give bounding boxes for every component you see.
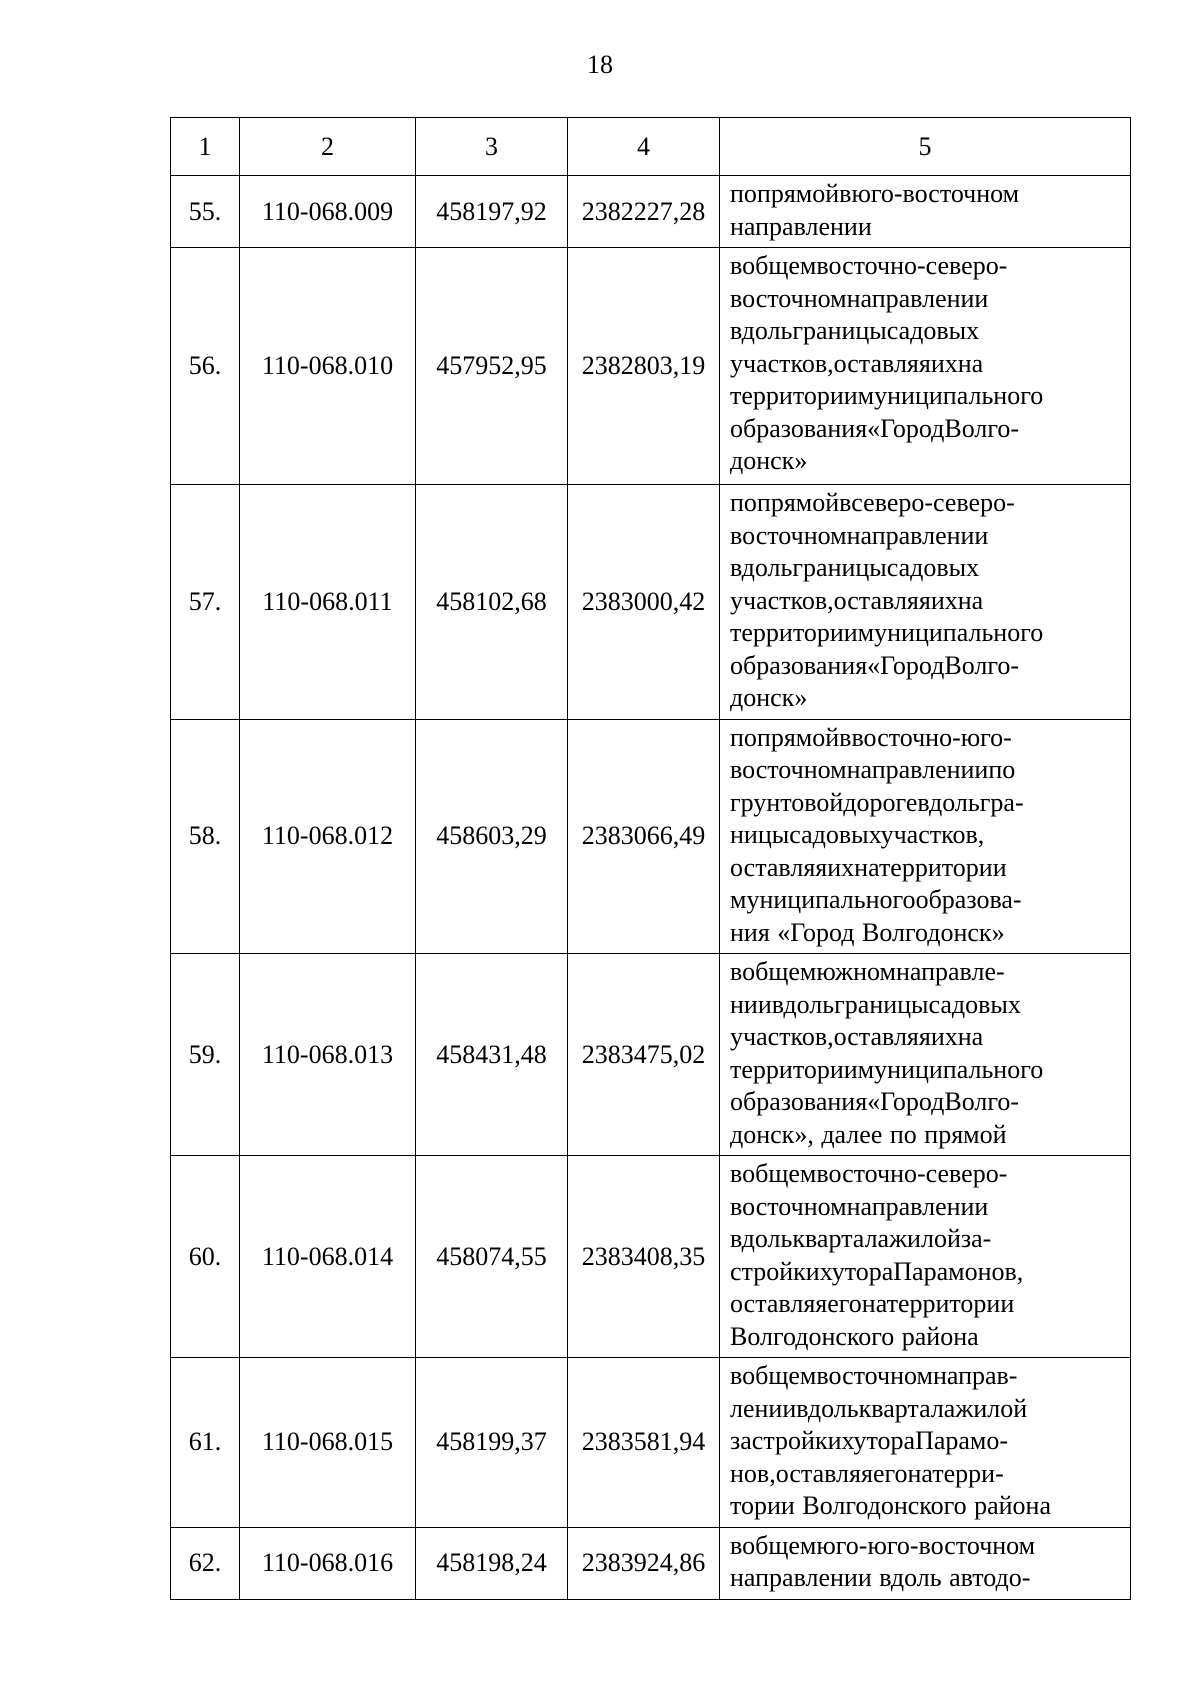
word: нов,	[730, 1458, 776, 1488]
word: Парамонов,	[893, 1256, 1024, 1286]
point-code-cell: 110-068.016	[240, 1527, 416, 1599]
table-body	[171, 176, 1131, 1600]
word: его	[827, 1289, 862, 1318]
word: их	[930, 348, 958, 378]
description-line	[730, 380, 1121, 413]
coordinate-y-cell: 2382227,28	[568, 176, 720, 248]
word: участков,	[880, 820, 985, 849]
word: жилой	[955, 1393, 1028, 1423]
table-row	[171, 485, 1131, 720]
word: вдоль	[796, 1393, 859, 1423]
word: хутора	[841, 1426, 916, 1455]
word: оставляя	[833, 585, 931, 615]
word: квартала	[792, 1224, 890, 1253]
word: образования	[730, 650, 868, 680]
page-number: 18	[587, 50, 613, 79]
word: вдоль	[917, 787, 980, 817]
coordinate-y-cell: 2383581,94	[568, 1358, 720, 1528]
word: терри-	[932, 1458, 1004, 1488]
word: садовых	[928, 989, 1021, 1019]
word: нии	[730, 989, 772, 1019]
word: Волго-	[944, 650, 1020, 680]
word: муниципального	[730, 885, 916, 914]
coordinate-y-cell: 2382803,19	[568, 248, 720, 485]
description-line	[730, 283, 1121, 316]
coordinate-x-cell: 458198,24	[416, 1527, 568, 1599]
word: на	[957, 348, 984, 378]
description-line	[730, 1425, 1121, 1458]
description-line	[730, 585, 1121, 618]
word: Волго-	[944, 1087, 1020, 1116]
word: по	[988, 755, 1016, 784]
description-line	[730, 1223, 1121, 1256]
boundary-points-table	[170, 117, 1131, 1600]
word: муниципального	[857, 1054, 1044, 1084]
header-col-1: 1	[171, 118, 240, 176]
description-line	[730, 1054, 1121, 1087]
word: восточном	[730, 755, 847, 784]
word: территории	[730, 1054, 858, 1084]
word: территории	[878, 852, 1007, 882]
coordinate-x-cell: 458431,48	[416, 954, 568, 1156]
word: территории	[730, 618, 858, 647]
description-line	[730, 852, 1121, 885]
table-row	[171, 954, 1131, 1156]
description-line	[730, 754, 1121, 787]
coordinate-x-cell: 457952,95	[416, 248, 568, 485]
word: территории	[730, 381, 858, 410]
word: границы	[792, 316, 887, 345]
word: участков,	[730, 348, 834, 378]
word: в	[730, 251, 743, 280]
boundary-description-cell	[720, 1358, 1131, 1528]
description-line	[730, 1393, 1121, 1426]
word: вдоль	[730, 1224, 793, 1253]
description-line	[730, 956, 1121, 989]
word: восточном	[816, 1361, 933, 1390]
word: оставляя	[833, 348, 931, 378]
word: восточном	[730, 520, 847, 550]
word: Парамо-	[915, 1426, 1009, 1455]
table-header-row	[171, 118, 1131, 176]
word: образования	[730, 1087, 868, 1116]
word: границы	[834, 989, 929, 1019]
word: общем	[742, 251, 817, 280]
coordinate-x-cell: 458074,55	[416, 1156, 568, 1358]
word: на	[907, 1458, 933, 1488]
word: направлении	[846, 520, 989, 550]
boundary-description-cell	[720, 1156, 1131, 1358]
word: вдоль	[730, 553, 793, 582]
boundary-description-cell	[720, 248, 1131, 485]
word: «Город	[867, 650, 945, 680]
word: садовых	[886, 553, 980, 582]
boundary-description-cell	[720, 719, 1131, 954]
word: садовых	[789, 820, 881, 849]
point-number-cell: 58.	[171, 719, 240, 954]
word: грунтовой	[730, 787, 844, 817]
word: застройки	[730, 1426, 842, 1455]
description-line: Волгодонского района	[730, 1321, 979, 1351]
word: ницы	[730, 820, 790, 849]
description-line	[730, 178, 1121, 211]
word: жилой	[889, 1224, 961, 1253]
description-line	[730, 1021, 1121, 1054]
point-number-cell: 59.	[171, 954, 240, 1156]
word: «Город	[867, 1087, 945, 1116]
description-line	[730, 1158, 1121, 1191]
description-line	[730, 1360, 1121, 1393]
description-line: направлении вдоль автодо-	[730, 1563, 1031, 1592]
boundary-description-cell	[720, 485, 1131, 720]
word: гра-	[979, 787, 1024, 817]
header-col-5: 5	[720, 118, 1131, 176]
point-number-cell: 60.	[171, 1156, 240, 1358]
word: восточно-северо-	[816, 251, 1008, 280]
word: участков,	[730, 1022, 834, 1051]
table-row	[171, 248, 1131, 485]
point-number-cell: 57.	[171, 485, 240, 720]
boundary-description-cell	[720, 954, 1131, 1156]
word: по	[730, 722, 757, 752]
description-line	[730, 884, 1121, 917]
word: общем	[742, 1530, 817, 1560]
coordinate-y-cell: 2383475,02	[568, 954, 720, 1156]
word: «Город	[867, 413, 945, 443]
coordinate-x-cell: 458197,92	[416, 176, 568, 248]
point-code-cell: 110-068.014	[240, 1156, 416, 1358]
description-line: тории Волгодонского района	[730, 1491, 1052, 1520]
description-line	[730, 413, 1121, 446]
description-line: донск»	[730, 446, 808, 475]
word: на	[957, 585, 984, 615]
word: их	[930, 1022, 958, 1051]
word: оставляя	[775, 1458, 873, 1488]
word: садовых	[886, 316, 980, 345]
table-row	[171, 719, 1131, 954]
word: на	[854, 852, 879, 882]
word: направ-	[932, 1361, 1018, 1390]
description-line	[730, 650, 1121, 683]
description-line	[730, 348, 1121, 381]
word: в	[730, 1159, 743, 1188]
word: направле-	[895, 957, 1005, 986]
point-code-cell: 110-068.015	[240, 1358, 416, 1528]
word: границы	[792, 553, 887, 582]
word: в	[839, 722, 852, 752]
description-line	[730, 315, 1121, 348]
word: в	[839, 179, 852, 208]
word: в	[839, 488, 852, 517]
word: его	[872, 1458, 908, 1488]
description-line	[730, 1086, 1121, 1119]
word: лении	[730, 1393, 797, 1423]
description-line	[730, 520, 1121, 553]
word: юго-восточном	[851, 179, 1020, 208]
description-line	[730, 722, 1121, 755]
word: направлении	[846, 755, 989, 784]
description-line	[730, 787, 1121, 820]
boundary-description-cell	[720, 176, 1131, 248]
description-line	[730, 989, 1121, 1022]
word: направлении	[846, 283, 989, 313]
word: их	[827, 852, 855, 882]
word: за-	[960, 1224, 992, 1253]
word: участков,	[730, 585, 834, 615]
word: вдоль	[730, 316, 793, 345]
word: квартала	[858, 1393, 956, 1423]
word: вдоль	[771, 989, 835, 1019]
coordinate-y-cell: 2383408,35	[568, 1156, 720, 1358]
boundary-description-cell	[720, 1527, 1131, 1599]
word: в	[730, 957, 743, 986]
word: Волго-	[944, 413, 1020, 443]
header-col-3: 3	[416, 118, 568, 176]
table-row	[171, 1527, 1131, 1599]
word: стройки	[730, 1256, 820, 1286]
word: по	[730, 488, 757, 517]
word: в	[730, 1530, 743, 1560]
table-row	[171, 176, 1131, 248]
word: общем	[742, 1361, 817, 1390]
description-line	[730, 250, 1121, 283]
point-code-cell: 110-068.009	[240, 176, 416, 248]
word: образова-	[915, 885, 1022, 914]
word: хутора	[819, 1256, 894, 1286]
description-line	[730, 1256, 1121, 1289]
word: прямой	[756, 179, 840, 208]
coordinate-x-cell: 458102,68	[416, 485, 568, 720]
description-line: направлении	[730, 211, 872, 241]
table-row	[171, 1358, 1131, 1528]
point-number-cell: 55.	[171, 176, 240, 248]
description-line: ния «Город Волгодонск»	[730, 917, 1005, 947]
point-code-cell: 110-068.013	[240, 954, 416, 1156]
word: восточном	[730, 1191, 847, 1221]
word: образования	[730, 413, 868, 443]
description-line	[730, 1458, 1121, 1491]
table-row	[171, 1156, 1131, 1358]
coordinate-x-cell: 458199,37	[416, 1358, 568, 1528]
word: по	[730, 179, 757, 208]
word: муниципального	[857, 618, 1044, 647]
point-code-cell: 110-068.011	[240, 485, 416, 720]
word: на	[957, 1022, 984, 1051]
point-code-cell: 110-068.010	[240, 248, 416, 485]
description-line	[730, 1530, 1121, 1563]
word: оставляя	[730, 1289, 828, 1318]
word: общем	[742, 957, 817, 986]
word: общем	[742, 1159, 817, 1188]
description-line	[730, 617, 1121, 650]
coordinate-y-cell: 2383924,86	[568, 1527, 720, 1599]
word: восточном	[730, 283, 847, 313]
word: восточно-юго-	[851, 722, 1012, 752]
word: южном	[816, 957, 896, 986]
description-line	[730, 1191, 1121, 1224]
word: муниципального	[857, 381, 1044, 410]
description-line: донск»	[730, 683, 808, 712]
description-line	[730, 819, 1121, 852]
word: направлении	[846, 1191, 989, 1221]
word: территории	[886, 1289, 1015, 1318]
word: их	[930, 585, 958, 615]
point-code-cell: 110-068.012	[240, 719, 416, 954]
word: дороге	[843, 787, 918, 817]
description-line	[730, 552, 1121, 585]
word: оставляя	[730, 852, 828, 882]
word: оставляя	[833, 1022, 931, 1051]
word: восточно-северо-	[816, 1159, 1008, 1188]
coordinate-x-cell: 458603,29	[416, 719, 568, 954]
word: прямой	[756, 488, 840, 517]
word: юго-юго-восточном	[816, 1530, 1036, 1560]
point-number-cell: 61.	[171, 1358, 240, 1528]
word: на	[861, 1289, 887, 1318]
header-col-2: 2	[240, 118, 416, 176]
coordinate-y-cell: 2383000,42	[568, 485, 720, 720]
point-number-cell: 56.	[171, 248, 240, 485]
word: в	[730, 1361, 743, 1390]
word: северо-северо-	[851, 488, 1015, 517]
coordinate-y-cell: 2383066,49	[568, 719, 720, 954]
point-number-cell: 62.	[171, 1527, 240, 1599]
description-line: донск», далее по прямой	[730, 1119, 1007, 1149]
word: прямой	[756, 722, 840, 752]
description-line	[730, 1288, 1121, 1321]
description-line	[730, 487, 1121, 520]
header-col-4: 4	[568, 118, 720, 176]
